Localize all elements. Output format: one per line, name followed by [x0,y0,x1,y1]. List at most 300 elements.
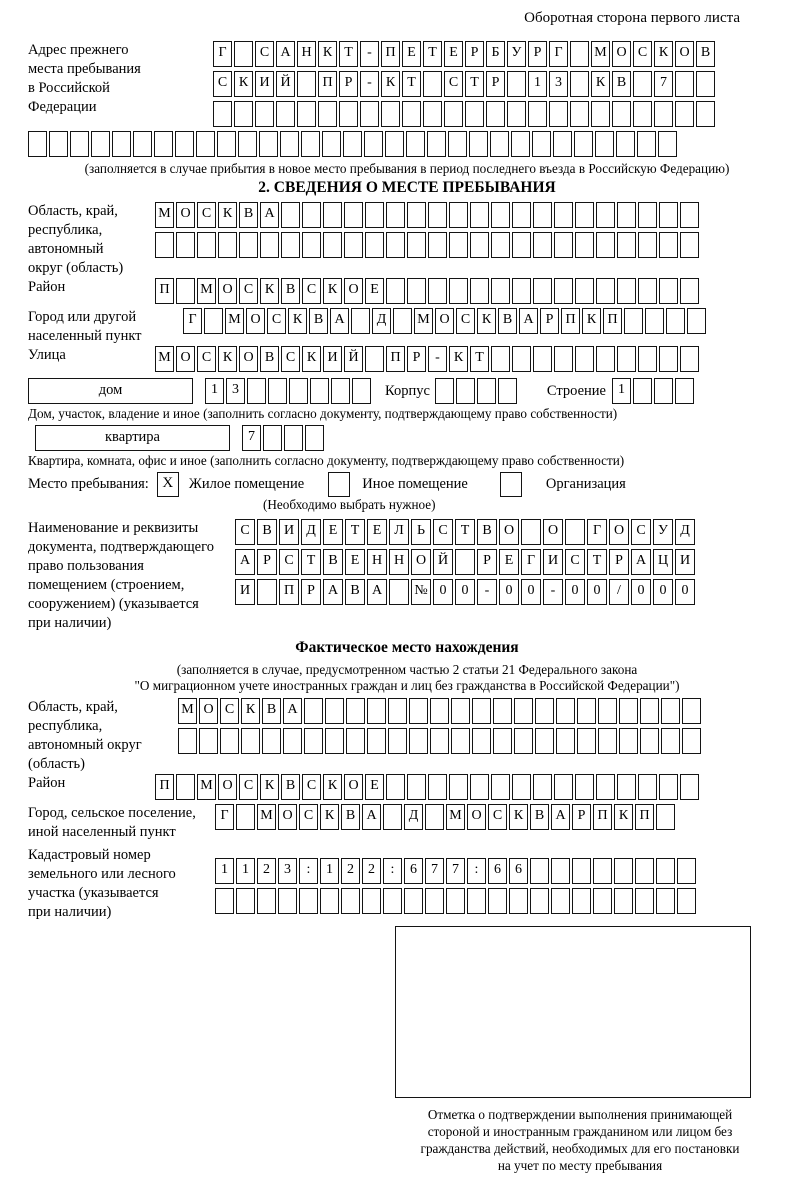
char-box: - [477,579,497,605]
char-box [551,858,570,884]
char-box [533,278,552,304]
char-box [493,728,512,754]
char-box: М [225,308,244,334]
char-box [360,101,379,127]
char-box [680,774,699,800]
char-box [553,131,572,157]
char-box [614,888,633,914]
char-box [624,308,643,334]
char-box: С [444,71,463,97]
char-box [297,101,316,127]
char-box [234,101,253,127]
char-box [343,131,362,157]
char-box [425,804,444,830]
char-box: А [519,308,538,334]
actual-district-label: Район [28,775,66,791]
char-box: - [543,579,563,605]
char-box [509,888,528,914]
char-box: В [530,804,549,830]
char-box [535,698,554,724]
char-box: 6 [404,858,423,884]
char-box [645,308,664,334]
prev-address-block [28,41,786,131]
char-box [278,888,297,914]
char-box [423,71,442,97]
char-box [289,378,308,404]
char-box: А [330,308,349,334]
char-box [656,888,675,914]
char-box [302,202,321,228]
char-box [407,774,426,800]
char-box [574,131,593,157]
char-box: Г [521,549,541,575]
char-box [255,101,274,127]
char-box [386,774,405,800]
char-box: М [591,41,610,67]
text-line: помещением (строением, [28,577,185,593]
char-box [659,202,678,228]
char-box [638,232,657,258]
char-box-row [435,378,517,404]
char-box [596,202,615,228]
char-box [386,232,405,258]
char-box [491,774,510,800]
char-box: В [260,346,279,372]
house-field-label: дом [28,378,193,404]
char-box [575,232,594,258]
char-box [428,202,447,228]
char-box: С [267,308,286,334]
char-box [428,278,447,304]
char-box: К [381,71,400,97]
char-box [638,278,657,304]
char-box [239,232,258,258]
char-box [362,888,381,914]
stay-option-label: Жилое помещение [188,476,305,492]
char-box [633,378,652,404]
char-box: К [260,774,279,800]
house-note: Дом, участок, владение и иное (заполнить согласно документу, подтверждающему право собственности) [28,406,618,421]
char-box-row [213,71,786,97]
char-box [512,232,531,258]
char-box: С [279,549,299,575]
char-box [640,728,659,754]
char-box: Р [257,549,277,575]
char-box [680,278,699,304]
char-box [514,728,533,754]
char-box: С [197,346,216,372]
char-box [638,202,657,228]
char-box [381,101,400,127]
char-box-row [213,41,786,67]
char-box: Р [477,549,497,575]
char-box-row [155,774,699,800]
char-box: : [467,858,486,884]
char-box-row [215,804,675,830]
char-box [386,202,405,228]
document-block [28,519,786,633]
char-box [197,232,216,258]
char-box: П [318,71,337,97]
district-row [28,278,786,308]
char-box [176,278,195,304]
char-box: Т [301,549,321,575]
char-box [491,346,510,372]
house-row [28,378,786,404]
actual-region-block [28,698,786,774]
char-box: Е [365,278,384,304]
char-box [511,131,530,157]
char-box: Т [345,519,365,545]
char-box: В [309,308,328,334]
char-box [430,728,449,754]
char-box [234,41,253,67]
char-box: Т [465,71,484,97]
text-line: республика, [28,222,103,238]
char-box [659,774,678,800]
char-box [451,728,470,754]
char-box: А [283,698,302,724]
char-box: О [218,278,237,304]
char-box [91,131,110,157]
char-box: 0 [433,579,453,605]
char-box [305,425,324,451]
char-box [346,698,365,724]
char-box [659,278,678,304]
char-box [575,278,594,304]
stay-option-label: Иное помещение [362,476,468,492]
char-box: Т [587,549,607,575]
text-line: сооружением) (указывается [28,596,199,612]
char-box [554,346,573,372]
char-box [659,346,678,372]
char-box: 7 [242,425,261,451]
char-box [617,774,636,800]
char-box: К [320,804,339,830]
char-box [577,698,596,724]
char-box: Р [609,549,629,575]
char-box: О [239,346,258,372]
char-box [449,202,468,228]
section2-title: 2. СВЕДЕНИЯ О МЕСТЕ ПРЕБЫВАНИЯ [258,179,556,196]
char-box [367,728,386,754]
char-box: В [257,519,277,545]
char-box [598,728,617,754]
char-box: И [543,549,563,575]
char-box: Т [470,346,489,372]
char-box-row [155,278,699,304]
text-line: при наличии) [28,615,112,631]
char-box: Л [389,519,409,545]
text-line: земельного или лесного [28,866,176,882]
char-box: О [344,278,363,304]
prev-address-note: (заполняется в случае прибытия в новое место пребывания в период последнего въезда в Российскую Федерацию) [84,161,730,176]
actual-region-label [28,698,178,774]
char-box [677,888,696,914]
char-box: К [323,774,342,800]
char-box: О [467,804,486,830]
char-box-row [213,101,786,127]
char-box: А [551,804,570,830]
char-box [446,888,465,914]
char-box [682,728,701,754]
char-box: К [302,346,321,372]
char-box: Е [367,519,387,545]
char-box [533,232,552,258]
char-box: Е [402,41,421,67]
actual-location-note [28,662,786,694]
char-box: К [318,41,337,67]
char-box: М [414,308,433,334]
char-box [675,101,694,127]
char-box-row [215,858,786,884]
char-box [654,378,673,404]
char-box: : [383,858,402,884]
char-box [257,888,276,914]
char-box [204,308,223,334]
char-box: К [241,698,260,724]
text-line: документа, подтверждающего [28,539,214,555]
text-line: Область, край, [28,203,118,219]
korpus-label: Корпус [385,382,430,399]
char-box [304,698,323,724]
char-box: В [323,549,343,575]
char-box [49,131,68,157]
char-box [284,425,303,451]
char-box: М [257,804,276,830]
char-box [617,346,636,372]
char-box [323,202,342,228]
char-box [530,888,549,914]
char-box: - [360,71,379,97]
char-box [344,202,363,228]
char-box [577,728,596,754]
char-box: : [299,858,318,884]
char-box: Е [499,549,519,575]
char-box [407,202,426,228]
char-box [556,698,575,724]
char-box: Н [389,549,409,575]
char-box [619,728,638,754]
char-box [325,728,344,754]
char-box [393,308,412,334]
char-box: П [603,308,622,334]
char-box [680,346,699,372]
char-box [554,774,573,800]
char-box [280,131,299,157]
char-box [364,131,383,157]
char-box: К [614,804,633,830]
char-box: С [488,804,507,830]
char-box [470,232,489,258]
char-box [633,71,652,97]
char-box [533,774,552,800]
char-box [155,232,174,258]
char-box: С [302,774,321,800]
cadastral-label [28,846,215,922]
region-label [28,202,155,278]
char-box: О [609,519,629,545]
char-box [532,131,551,157]
char-box: Д [675,519,695,545]
char-box: О [612,41,631,67]
district-label: Район [28,279,66,295]
char-box [596,774,615,800]
text-line: "О миграционном учете иностранных граждан и лиц без гражданства в Российской Федерации") [134,678,680,693]
char-box: № [411,579,431,605]
char-box [430,698,449,724]
apartment-note: Квартира, комната, офис и иное (заполнить согласно документу, подтверждающему право собственности) [28,453,625,468]
char-box: С [239,774,258,800]
char-box [247,378,266,404]
char-box: Е [345,549,365,575]
char-box: Й [276,71,295,97]
char-box: О [246,308,265,334]
char-box [554,202,573,228]
char-box [635,888,654,914]
char-box: П [155,278,174,304]
char-box: С [235,519,255,545]
char-box [554,232,573,258]
char-box [322,131,341,157]
stay-option-checkbox [500,472,522,497]
char-box [276,101,295,127]
actual-location-title: Фактическое место нахождения [295,639,519,656]
char-box [512,202,531,228]
char-box: 0 [521,579,541,605]
char-box [570,101,589,127]
char-box: С [565,549,585,575]
char-box: Д [404,804,423,830]
char-box: И [323,346,342,372]
char-box: В [696,41,715,67]
char-box: И [235,579,255,605]
prev-address-label [28,41,213,117]
char-box: О [411,549,431,575]
char-box [297,71,316,97]
char-box [533,202,552,228]
char-box: Д [301,519,321,545]
char-box [488,888,507,914]
char-box: В [281,278,300,304]
char-box [304,728,323,754]
char-box [675,378,694,404]
char-box: М [197,774,216,800]
char-box: П [561,308,580,334]
char-box: 7 [654,71,673,97]
text-line: Наименование и реквизиты [28,520,199,536]
char-box: Р [339,71,358,97]
char-box: 3 [226,378,245,404]
char-box: О [675,41,694,67]
char-box [514,698,533,724]
text-line: Адрес прежнего [28,42,129,58]
char-box-row [155,346,699,372]
char-box [470,278,489,304]
char-box: С [197,202,216,228]
stamp-area [28,926,786,1176]
text-line: округ (область) [28,260,124,276]
char-box: Р [572,804,591,830]
char-box: 0 [455,579,475,605]
text-line: республика, [28,718,103,734]
char-box: О [435,308,454,334]
char-box: Т [423,41,442,67]
char-box: Д [372,308,391,334]
char-box: К [218,202,237,228]
char-box [596,278,615,304]
char-box [365,232,384,258]
char-box [591,101,610,127]
char-box-row [178,728,786,754]
city-row [28,308,786,346]
char-box [367,698,386,724]
char-box: В [612,71,631,97]
char-box: 1 [205,378,224,404]
text-line: стороной и иностранным гражданином или лицом без [427,1124,733,1139]
char-box [407,278,426,304]
char-box [299,888,318,914]
char-box [352,378,371,404]
char-box [456,378,475,404]
char-box [696,71,715,97]
char-box: В [239,202,258,228]
char-box: 6 [509,858,528,884]
document-rows [235,519,786,609]
char-box [196,131,215,157]
char-box: И [675,549,695,575]
actual-district-row [28,774,786,804]
char-box: Р [465,41,484,67]
stamp-caption [360,1106,800,1174]
char-box [428,774,447,800]
char-box [325,698,344,724]
char-box [477,378,496,404]
char-box [617,278,636,304]
char-box: К [654,41,673,67]
char-box [365,202,384,228]
char-box [507,71,526,97]
char-box: К [591,71,610,97]
char-box-row [155,202,786,228]
char-box: А [362,804,381,830]
char-box [389,579,409,605]
char-box: П [279,579,299,605]
char-box [281,232,300,258]
char-box: 0 [653,579,673,605]
char-box: Н [297,41,316,67]
confirmation-stamp-box [395,926,751,1098]
char-box [175,131,194,157]
text-line: Отметка о подтверждении выполнения принимающей [427,1107,733,1122]
char-box: П [593,804,612,830]
text-line: Кадастровый номер [28,847,151,863]
stay-type-label: Место пребывания: [28,476,149,492]
char-box [220,728,239,754]
char-box-row [183,308,706,334]
char-box [491,278,510,304]
char-box [406,131,425,157]
char-box: И [279,519,299,545]
char-box [241,728,260,754]
char-box [259,131,278,157]
char-box: А [235,549,255,575]
street-label: Улица [28,347,66,363]
char-box: 1 [236,858,255,884]
char-box: - [428,346,447,372]
char-box: К [234,71,253,97]
char-box: Н [367,549,387,575]
